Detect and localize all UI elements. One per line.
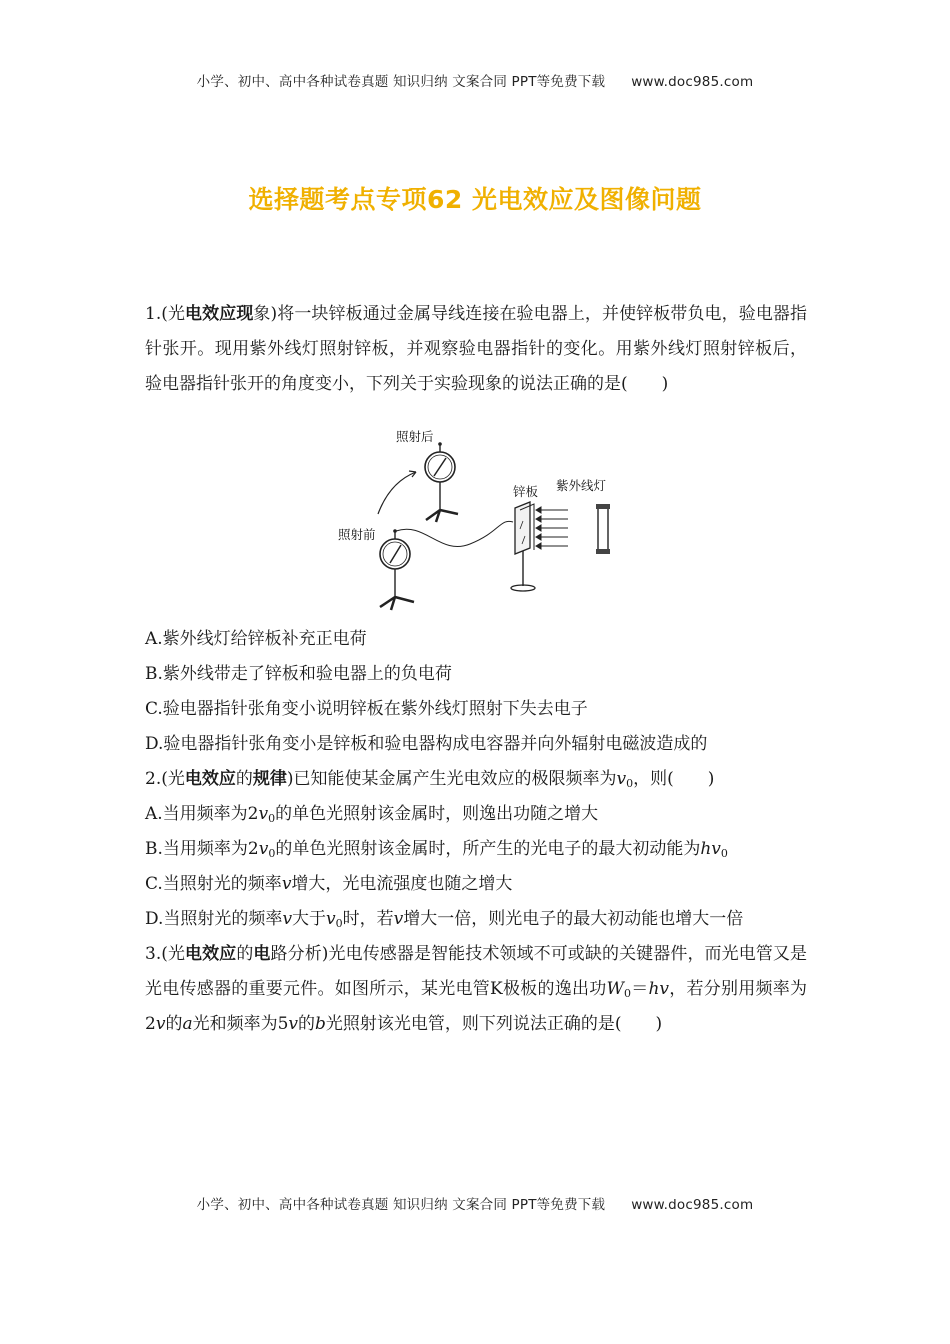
header-url[interactable]: www.doc985.com [631,74,754,90]
label-after: 照射后 [396,429,434,444]
option-a[interactable]: A.紫外线灯给锌板补充正电荷 [145,629,367,649]
question-1-options [145,622,807,1042]
option-d[interactable]: D.验电器指针张角变小是锌板和验电器构成电容器并向外辐射电磁波造成的 [145,734,708,754]
page-title: 选择题考点专项62 光电效应及图像问题 [248,185,702,214]
question-2-stem: 2.(光电效应的规律)已知能使某金属产生光电效应的极限频率为$v_0$，则( ) [145,769,715,790]
q2-option-a[interactable]: A.当用频率为$2v_0$的单色光照射该金属时，则逸出功随之增大 [145,804,599,825]
electroscope-figure [330,426,630,618]
footer-text: 小学、初中、高中各种试卷真题 知识归纳 文案合同 PPT等免费下载 [196,1197,606,1213]
q2-option-b[interactable]: B.当用频率为$2v_0$的单色光照射该金属时，所产生的光电子的最大初动能为$hv_0$ [145,839,728,860]
option-b[interactable]: B.紫外线带走了锌板和验电器上的负电荷 [145,664,452,684]
header-text: 小学、初中、高中各种试卷真题 知识归纳 文案合同 PPT等免费下载 [196,74,606,90]
q2-option-c[interactable]: C.当照射光的频率v增大，光电流强度也随之增大 [145,874,513,894]
question-1-stem: 1.(光电效应现象)将一块锌板通过金属导线连接在验电器上，并使锌板带负电，验电器指针张开。现用紫外线灯照射锌板，并观察验电器指针的变化。用紫外线灯照射锌板后，验电器指针张开的角度变小，下列关于实验现象的说法正确的是( ) [145,304,808,394]
question-3-stem: 3.(光电效应的电路分析)光电传感器是智能技术领域不可或缺的关键器件，而光电管又是光电传感器的重要元件。如图所示，某光电管K极板的逸出功$W_0=hv$，若分别用频率为2v的a光和频率为5v的b光照射该光电管，则下列说法正确的是( ) [145,944,808,1034]
page-header [0,70,950,90]
footer-url[interactable]: www.doc985.com [631,1197,754,1213]
question-1 [145,297,807,402]
electroscope-diagram [330,426,630,618]
page-footer [0,1193,950,1213]
option-c[interactable]: C.验电器指针张角变小说明锌板在紫外线灯照射下失去电子 [145,699,588,719]
q2-option-d[interactable]: D.当照射光的频率v大于$v_0$时，若v增大一倍，则光电子的最大初动能也增大一倍 [145,909,744,930]
label-before: 照射前 [338,527,376,542]
label-lamp: 紫外线灯 [556,478,607,493]
label-zinc: 锌板 [513,484,539,499]
